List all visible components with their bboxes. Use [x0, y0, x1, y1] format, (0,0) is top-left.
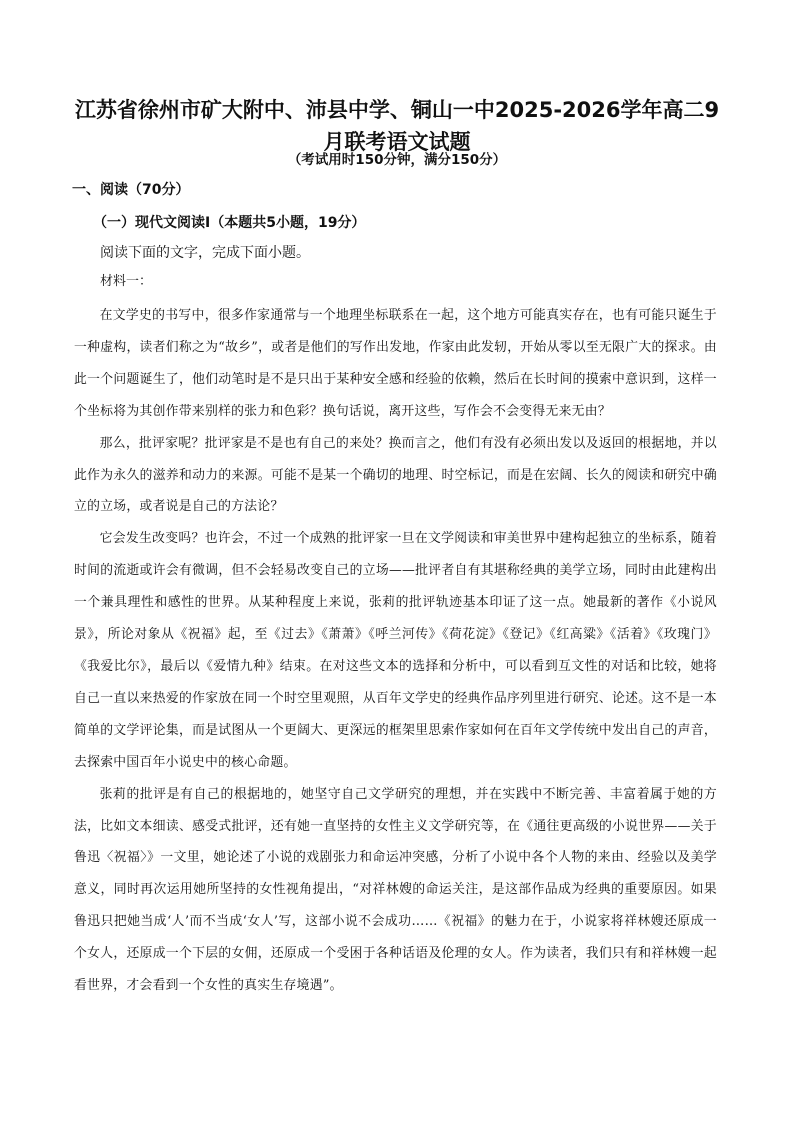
section-subheading: （一）现代文阅读Ⅰ（本题共5小题，19分） [93, 215, 366, 231]
passage-paragraph: 在文学史的书写中，很多作家通常与一个地理坐标联系在一起，这个地方可能真实存在，也有可能只诞生于一种虚构，读者们称之为“故乡”，或者是他们的写作出发地，作家由此发轫，开始从零以至无限广大的探求。由此一个问题诞生了，他们动笔时是不是只出于某种安全感和经验的依赖，然后在长时间的摸索中意识到，这样一个坐标将为其创作带来别样的张力和色彩？换句话说，离开这些，写作会不会变得无来无由？ [74, 308, 717, 419]
passage-paragraph: 那么，批评家呢？批评家是不是也有自己的来处？换而言之，他们有没有必须出发以及返回的根据地，并以此作为永久的滋养和动力的来源。可能不是某一个确切的地理、时空标记，而是在宏阔、长久的阅读和研究中确立的立场，或者说是自己的方法论？ [74, 435, 717, 515]
material-label: 材料一： [100, 274, 153, 289]
passage-paragraph: 它会发生改变吗？也许会，不过一个成熟的批评家一旦在文学阅读和审美世界中建构起独立的坐标系，随着时间的流逝或许会有微调，但不会轻易改变自己的立场——批评者自有其堪称经典的美学立场，同时由此建构出一个兼具理性和感性的世界。从某种程度上来说，张莉的批评轨迹基本印证了这一点。她最新的著作《小说风景》，所论对象从《祝福》起，至《过去》《萧萧》《呼兰河传》《荷花淀》《登记》《红高粱》《活着》《玫瑰门》《我爱比尔》，最后以《爱情九种》结束。在对这些文本的选择和分析中，可以看到互文性的对话和比较，她将自己一直以来热爱的作家放在同一个时空里观照，从百年文学史的经典作品序列里进行研究、论述。这不是一本简单的文学评论集，而是试图从一个更阔大、更深远的框架里思索作家如何在百年文学传统中发出自己的声音，去探索中国百年小说史中的核心命题。 [74, 531, 717, 770]
passage-paragraph: 张莉的批评是有自己的根据地的，她坚守自己文学研究的理想，并在实践中不断完善、丰富着属于她的方法，比如文本细读、感受式批评，还有她一直坚持的女性主义文学研究等，在《通往更高级的小说世界——关于鲁迅〈祝福〉》一文里，她论述了小说的戏剧张力和命运冲突感，分析了小说中各个人物的来由、经验以及美学意义，同时再次运用她所坚持的女性视角提出，“对祥林嫂的命运关注，是这部作品成为经典的重要原因。如果鲁迅只把她当成‘人’而不当成‘女人’写，这部小说不会成功……《祝福》的魅力在于，小说家将祥林嫂还原成一个女人，还原成一个下层的女佣，还原成一个受困于各种话语及伦理的女人。作为读者，我们只有和祥林嫂一起看世界，才会看到一个女性的真实生存境遇”。 [74, 786, 717, 994]
reading-instruction: 阅读下面的文字，完成下面小题。 [100, 245, 310, 261]
reading-passage [74, 300, 717, 1002]
exam-title-line-2: 月联考语文试题 [323, 130, 471, 154]
section-heading: 一、阅读（70分） [72, 182, 190, 198]
exam-title-line-1: 江苏省徐州市矿大附中、沛县中学、铜山一中2025-2026学年高二9 [74, 98, 720, 122]
exam-info: （考试用时150分钟，满分150分） [287, 152, 507, 168]
